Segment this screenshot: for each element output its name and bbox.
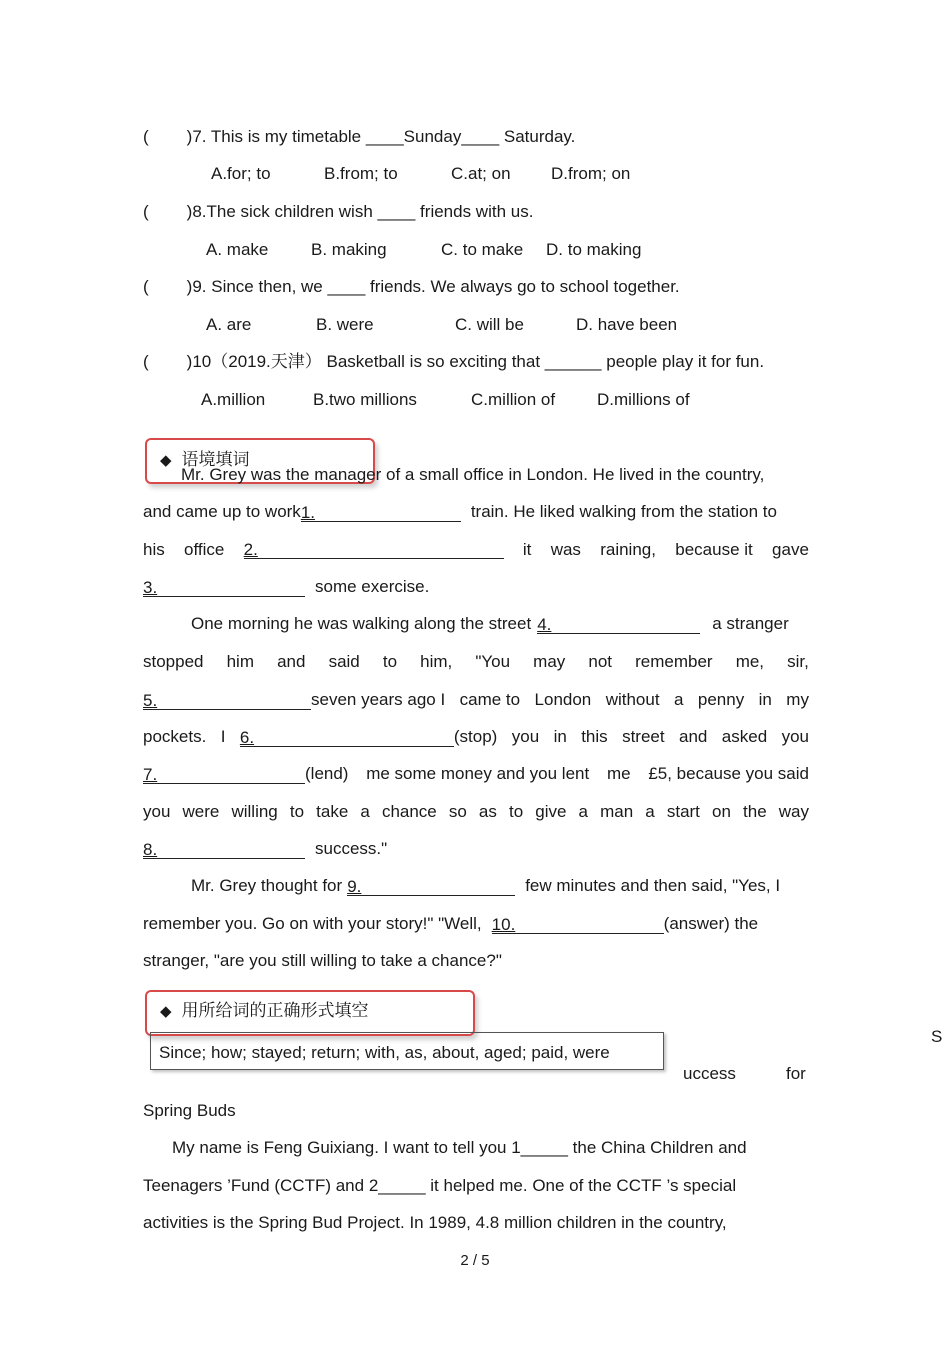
blank-field[interactable]: 1. [301,503,461,522]
option-d: D.from; on [551,164,631,183]
passage-line: stopped him and said to him, "You may not remember me, sir, [143,652,809,671]
passage-line: Mr. Grey was the manager of a small office in London. He lived in the country, [181,465,765,484]
question-9 [143,277,680,297]
option-d: D. to making [546,240,642,259]
passage-line: Teenagers ’Fund (CCTF) and 2_____ it helped me. One of the CCTF ’s special [143,1176,737,1195]
page-number: 2 / 5 [460,1252,490,1269]
option-d: D.millions of [597,390,690,409]
passage-line: 8. success." [143,839,388,859]
passage-title: Spring Buds [143,1101,236,1120]
passage-line: remember you. Go on with your story!" "Well, 10. (answer) the [143,914,759,934]
option-b: B. were [316,315,374,334]
passage-line: 5. seven years ago I came to London without a penny in my [143,690,809,710]
option-a: A.million [201,390,266,409]
blank-field[interactable]: 10. [492,915,664,934]
passage-line: Mr. Grey thought for 9. few minutes and then said, "Yes, I [191,876,781,896]
option-b: B. making [311,240,387,259]
option-a: A.for; to [211,164,271,183]
section-title: ◆ 用所给词的正确形式填空 [160,1001,369,1021]
blank-field[interactable]: 4. [537,615,700,634]
blank-field[interactable]: 3. [143,578,305,597]
diamond-icon: ◆ [160,451,172,469]
question-7 [143,127,575,147]
question-stem: )9. Since then, we ____ friends. We always go to school together. [186,277,680,296]
option-c: C. to make [441,240,524,259]
passage-title: for [786,1064,806,1083]
question-stem: )10（2019.天津） Basketball is so exciting that ______ people play it for fun. [186,352,765,371]
blank-field[interactable]: 6. [240,728,454,747]
answer-paren: ( [143,352,149,371]
passage-line: stranger, "are you still willing to take a chance?" [143,951,502,970]
passage-line: and came up to work1. train. He liked walking from the station to [143,502,777,522]
question-stem: )7. This is my timetable ____Sunday____ Saturday. [186,127,576,146]
option-b: B.two millions [313,390,417,409]
passage-line: you were willing to take a chance so as to give a man a start on the way [143,802,809,821]
option-d: D. have been [576,315,678,334]
blank-field[interactable]: 8. [143,840,305,859]
passage-line: activities is the Spring Bud Project. In 1989, 4.8 million children in the country, [143,1213,727,1232]
passage-line: 7. (lend) me some money and you lent me £5, because you said [143,764,809,784]
blank-field[interactable]: 5. [143,691,311,710]
blank-field[interactable]: 9. [347,877,515,896]
diamond-icon: ◆ [160,1002,172,1020]
blank-field[interactable]: 2. [244,540,504,559]
option-c: C. will be [455,315,524,334]
word-bank: Since; how; stayed; return; with, as, about, aged; paid, were [150,1032,664,1070]
passage-line: his office 2. it was raining, because it gave [143,540,809,559]
stray-letter: S [931,1027,943,1046]
option-b: B.from; to [324,164,398,183]
option-a: A. are [206,315,252,334]
passage-line: One morning he was walking along the street 4. a stranger [191,614,789,634]
passage-line: pockets. I 6. (stop) you in this street and asked you [143,727,809,747]
answer-paren: ( [143,277,149,296]
passage-line: My name is Feng Guixiang. I want to tell you 1_____ the China Children and [172,1138,747,1157]
question-8 [143,202,533,222]
passage-line: 3. some exercise. [143,577,430,597]
option-c: C.at; on [451,164,511,183]
answer-paren: ( [143,202,149,221]
option-c: C.million of [471,390,556,409]
question-stem: )8.The sick children wish ____ friends with us. [186,202,534,221]
section-title: ◆ 语境填词 [160,450,250,470]
passage-title: uccess [683,1064,736,1083]
answer-paren: ( [143,127,149,146]
option-a: A. make [206,240,269,259]
question-10 [143,352,764,372]
blank-field[interactable]: 7. [143,765,305,784]
